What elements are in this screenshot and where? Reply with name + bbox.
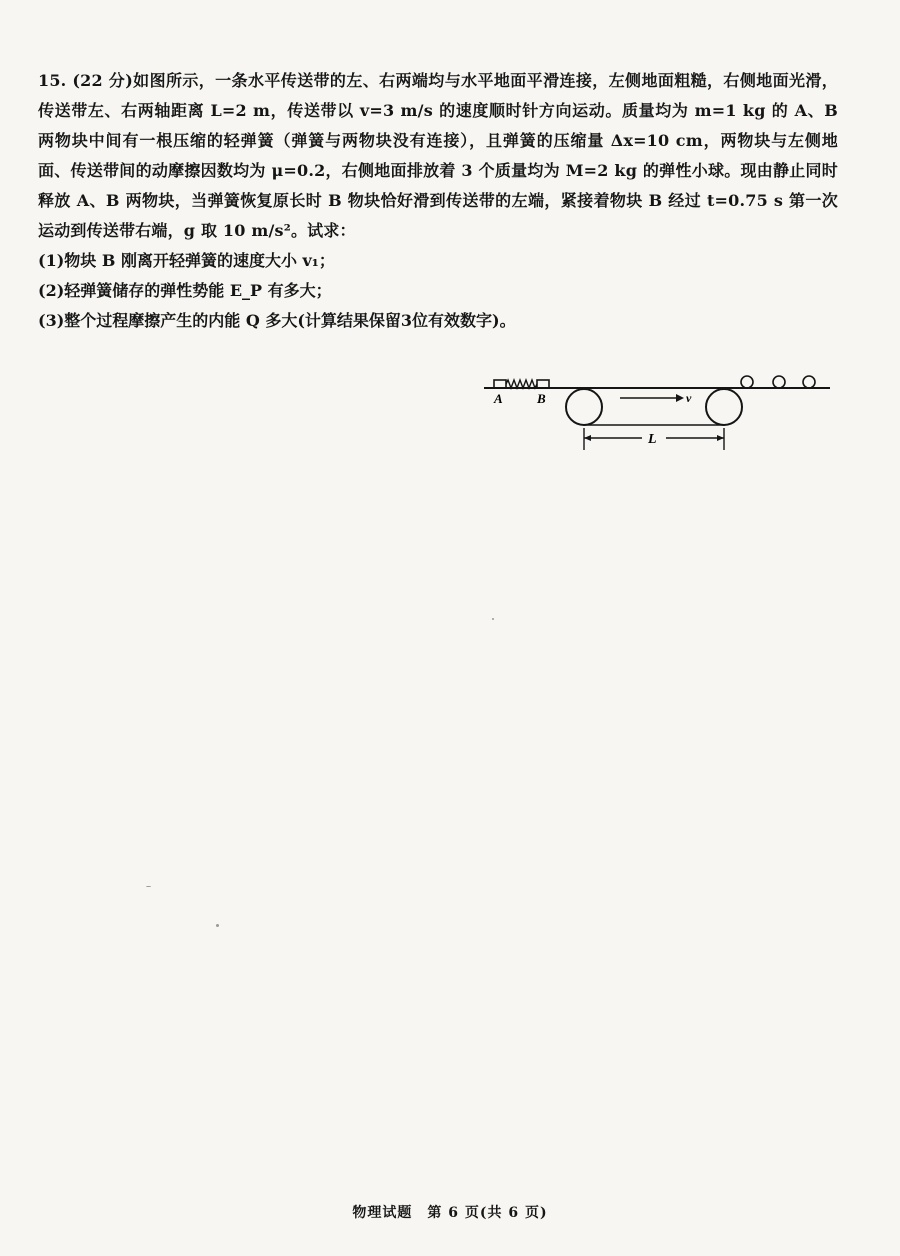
scan-speck [492,618,494,620]
ball-3 [803,376,815,388]
right-pulley [706,389,742,425]
scan-speck [216,924,219,927]
scan-speck [146,886,151,887]
question-1: (1)物块 B 刚离开轻弹簧的速度大小 v₁； [38,251,335,270]
label-l: L [648,432,657,447]
left-pulley [566,389,602,425]
dim-arrow-right [717,435,724,441]
dim-arrow-left [584,435,591,441]
problem-15 [38,66,838,336]
label-b: B [537,391,546,406]
page-footer: 物理试题 第 6 页(共 6 页) [352,1205,548,1221]
label-v: v [686,391,692,405]
velocity-arrow-head [676,394,684,402]
question-2: (2)轻弹簧储存的弹性势能 E_P 有多大； [38,281,332,300]
label-a: A [494,391,503,406]
diagram-svg [480,366,840,462]
conveyor-belt-diagram [480,366,840,462]
ball-2 [773,376,785,388]
block-a [494,380,506,388]
problem-statement: 15. (22 分)如图所示，一条水平传送带的左、右两端均与水平地面平滑连接，左侧地面粗糙，右侧地面光滑，传送带左、右两轴距离 L=2 m，传送带以 v=3 m/s 的速度顺时针方向运动。质量均为 m=1 kg 的 A、B 两物块中间有一根压缩的轻弹簧（弹簧与两物块没有连接），且弹簧的压缩量 Δx=10 cm，两物块与左侧地面、传送带间的动摩擦因数均为 μ=0.2，右侧地面排放着 3 个质量均为 M=2 kg 的弹性小球。现由静止同时释放 A、B 两物块，当弹簧恢复原长时 B 物块恰好滑到传送带的左端，紧接着物块 B 经过 t=0.75 s 第一次运动到传送带右端，g 取 10 m/s²。试求： [38,71,838,240]
question-3: (3)整个过程摩擦产生的内能 Q 多大(计算结果保留3位有效数字)。 [38,311,516,330]
ball-1 [741,376,753,388]
spring [506,380,537,388]
block-b [537,380,549,388]
